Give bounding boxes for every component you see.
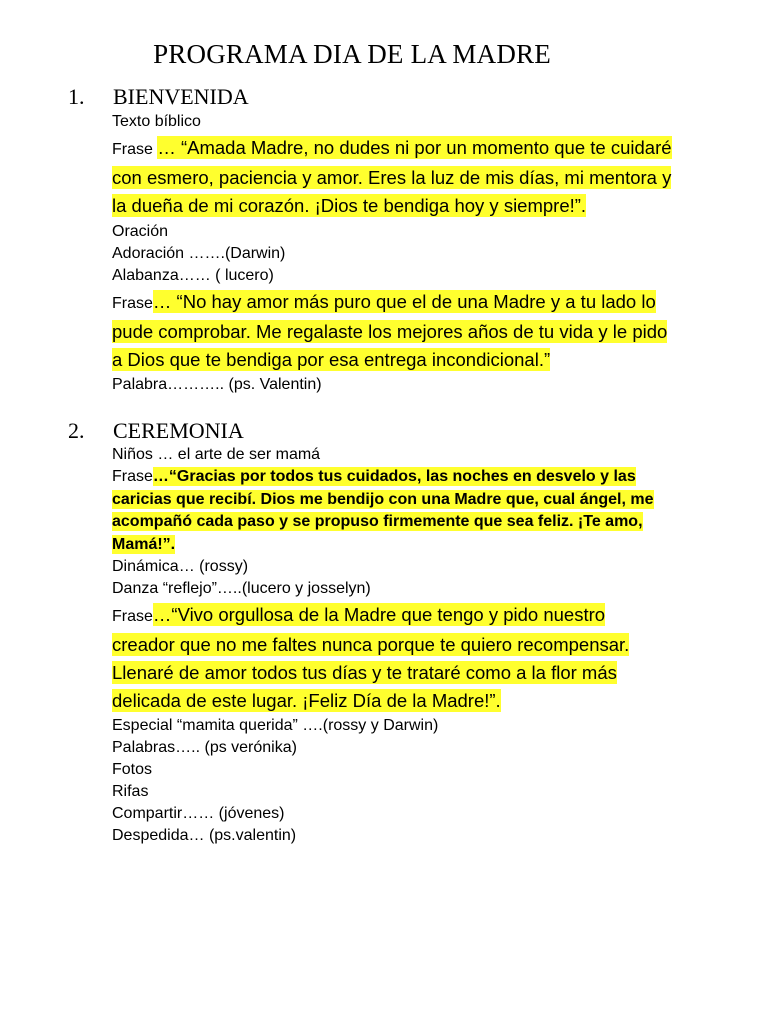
- item-danza: Danza “reflejo”…..(lucero y josselyn): [112, 580, 371, 597]
- frase-highlight-text: …“Vivo orgullosa de la Madre que tengo y pido nuestro creador que no me faltes nunca porque te quiero recompensar. Llenaré de amor todos tus días y te trataré como a la flor más delicada de este lugar. ¡Feliz Día de la Madre!”.: [112, 604, 630, 711]
- item-oracion: Oración: [112, 223, 169, 240]
- section-number: 2.: [68, 418, 85, 443]
- item-palabras: Palabras….. (ps verónika): [112, 739, 297, 756]
- frase-highlight-text: …“Gracias por todos tus cuidados, las noches en desvelo y las caricias que recibí. Dios me bendijo con una Madre que, cual ángel, me acompañó cada paso y se propuso firmemente que sea feliz. ¡Te amo, Mamá!”.: [112, 468, 654, 553]
- frase-highlight-text: … “Amada Madre, no dudes ni por un momento que te cuidaré con esmero, paciencia y amor. Eres la luz de mis días, mi mentora y la dueña de mi corazón. ¡Dios te bendiga hoy y siempre!”.: [112, 137, 672, 216]
- item-especial: Especial “mamita querida” ….(rossy y Darwin): [112, 717, 439, 734]
- item-frase-2: [112, 288, 672, 374]
- item-rifas: Rifas: [112, 783, 149, 800]
- item-dinamica: Dinámica… (rossy): [112, 558, 249, 575]
- section-heading-ceremonia: [68, 418, 244, 444]
- item-texto-biblico: Texto bíblico: [112, 113, 201, 130]
- frase-label: Frase: [112, 141, 158, 158]
- item-frase-3: [112, 466, 672, 556]
- section-heading-bienvenida: [68, 84, 249, 110]
- item-frase-4: [112, 601, 672, 715]
- item-adoracion: Adoración …….(Darwin): [112, 245, 286, 262]
- item-compartir: Compartir…… (jóvenes): [112, 805, 285, 822]
- item-frase-1: [112, 134, 672, 220]
- section-bienvenida: [112, 111, 672, 396]
- section-number: 1.: [68, 84, 85, 109]
- section-title: BIENVENIDA: [113, 84, 249, 109]
- section-title: CEREMONIA: [113, 418, 244, 443]
- item-alabanza: Alabanza…… ( lucero): [112, 267, 274, 284]
- frase-label: Frase: [112, 608, 153, 625]
- item-despedida: Despedida… (ps.valentin): [112, 827, 297, 844]
- page-title: PROGRAMA DIA DE LA MADRE: [153, 39, 551, 69]
- item-palabra: Palabra……….. (ps. Valentin): [112, 376, 322, 393]
- frase-label: Frase: [112, 468, 153, 485]
- item-ninos: Niños … el arte de ser mamá: [112, 446, 321, 463]
- section-ceremonia: [112, 444, 672, 847]
- item-fotos: Fotos: [112, 761, 153, 778]
- frase-highlight-text: … “No hay amor más puro que el de una Madre y a tu lado lo pude comprobar. Me regalaste los mejores años de tu vida y le pido a Dios que te bendiga por esa entrega incondicional.”: [112, 291, 668, 370]
- frase-label: Frase: [112, 295, 153, 312]
